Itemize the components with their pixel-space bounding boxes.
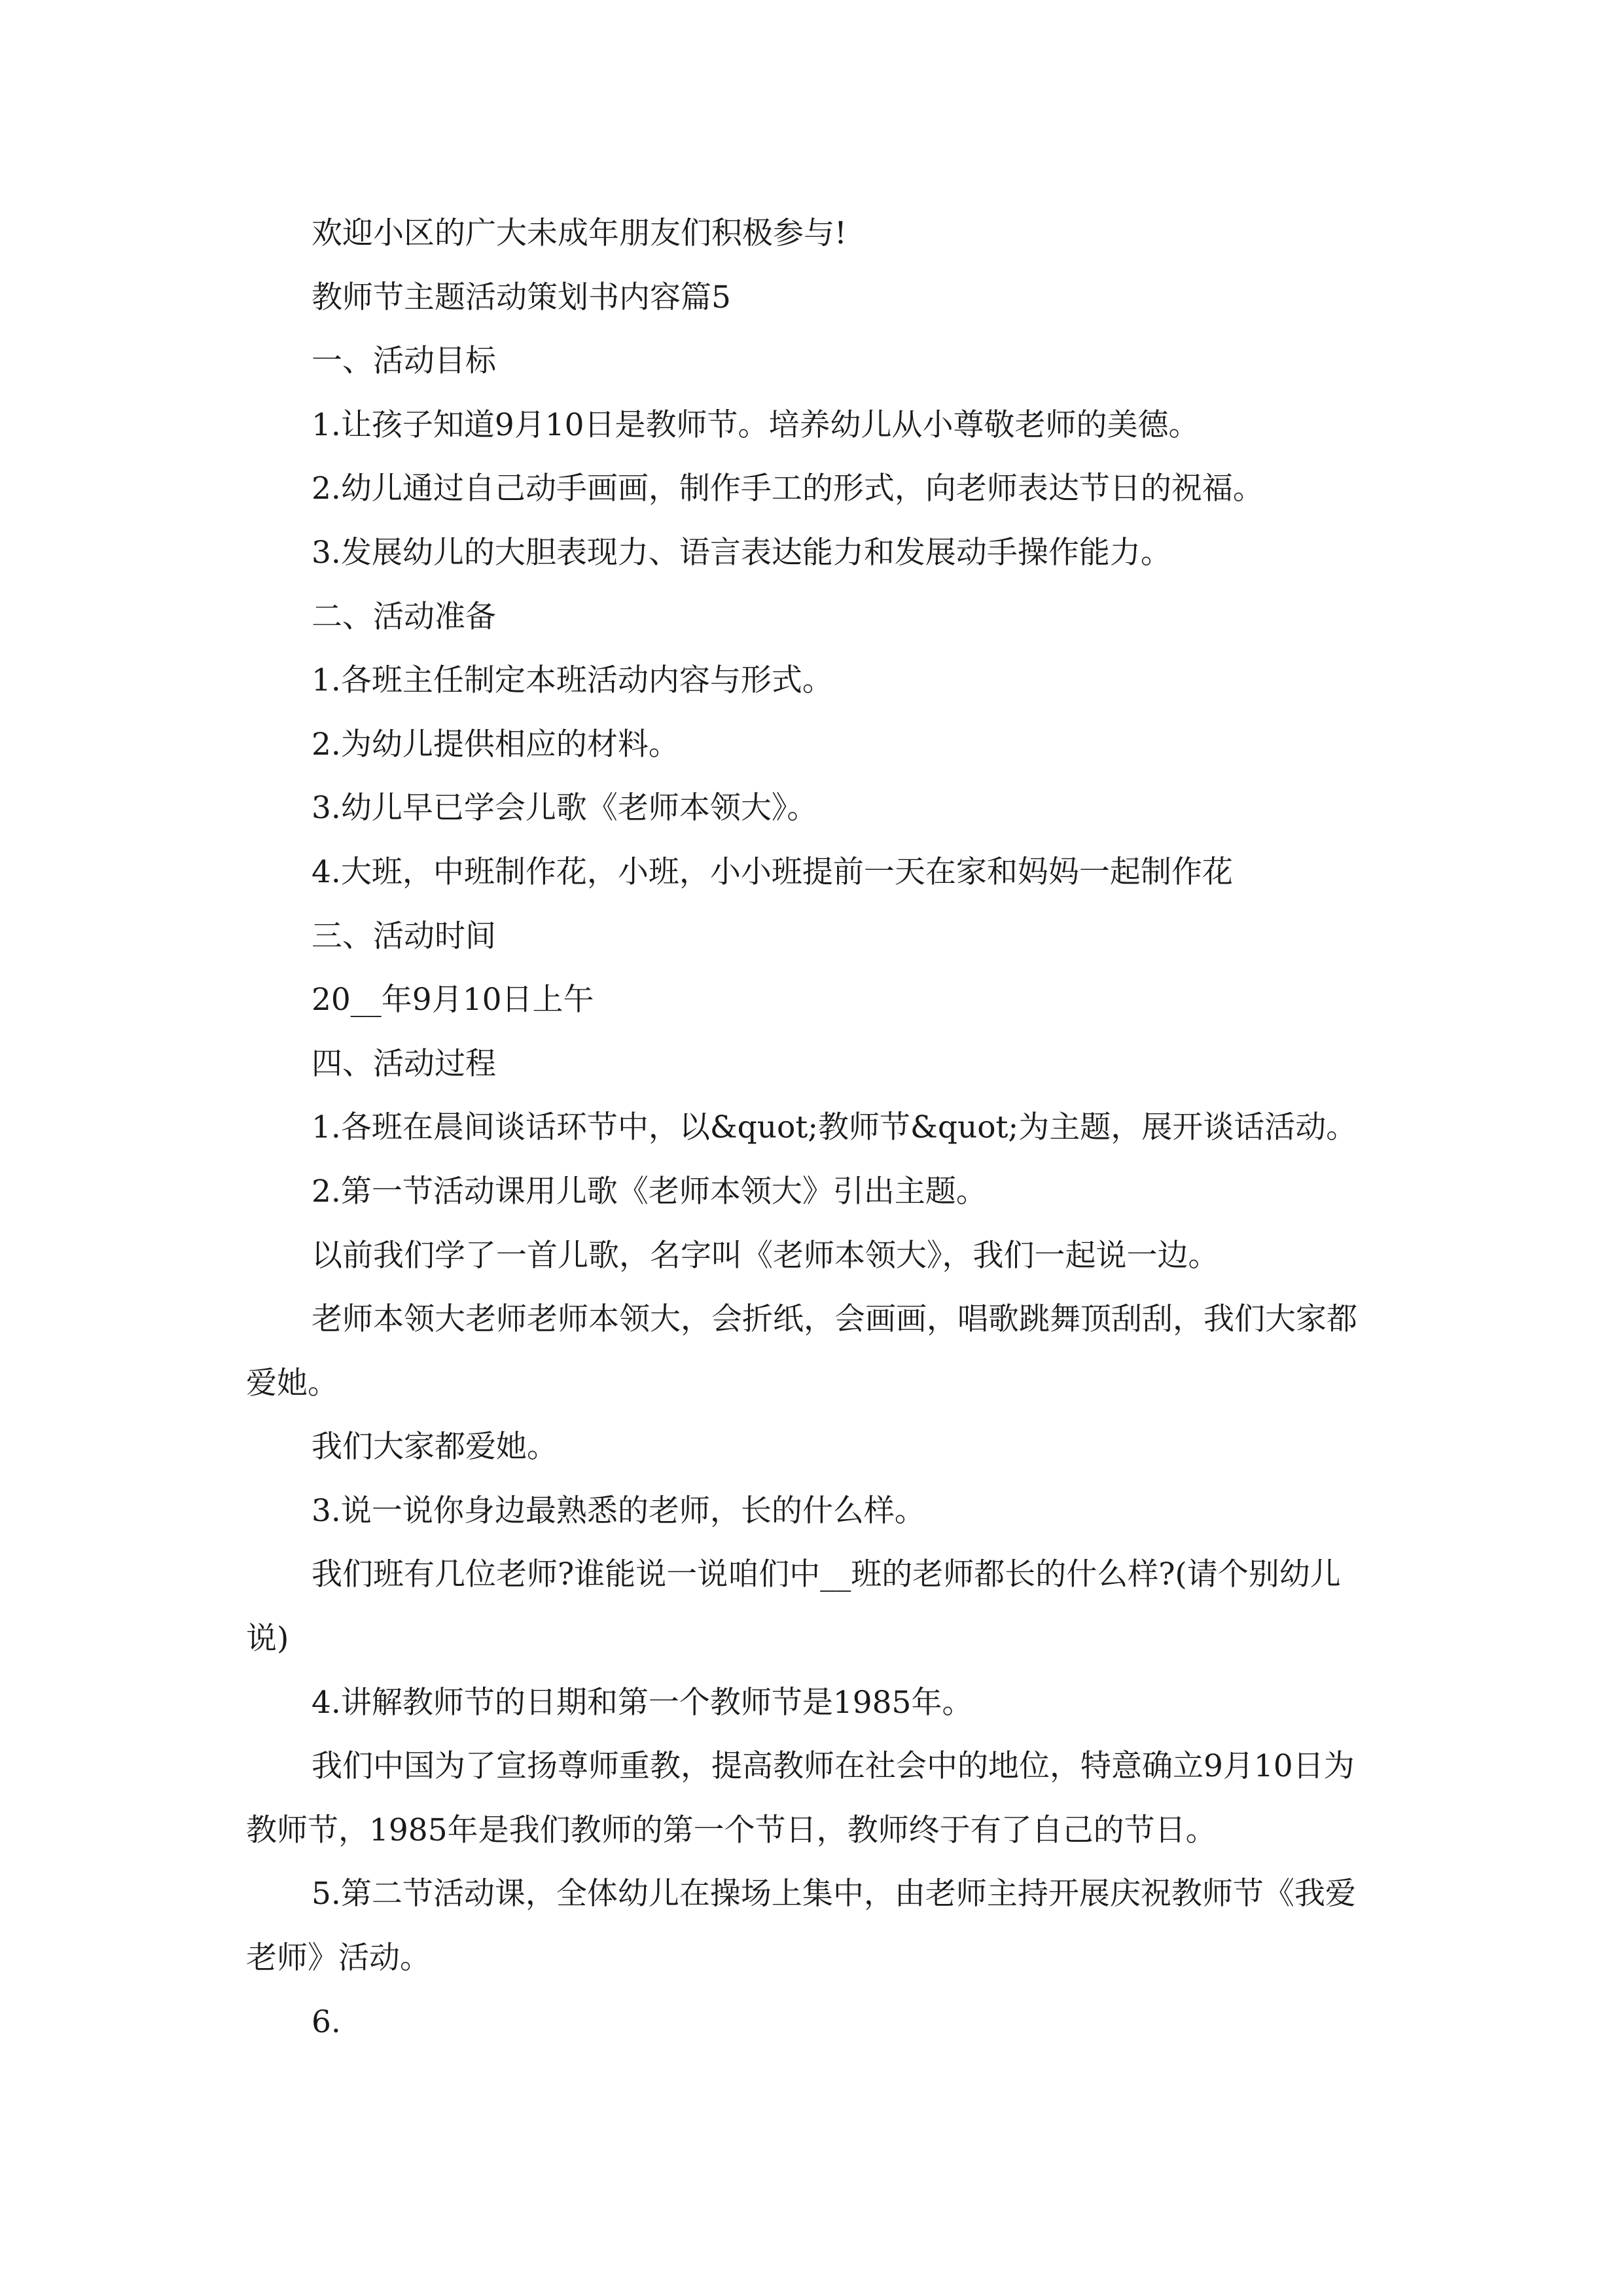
heading-goals: 一、活动目标 bbox=[312, 343, 496, 380]
paragraph: 我们班有几位老师?谁能说一说咱们中__班的老师都长的什么样?(请个别幼儿说) bbox=[246, 1556, 1341, 1657]
paragraph: 老师本领大老师老师本领大，会折纸，会画画，唱歌跳舞顶刮刮，我们大家都爱她。 bbox=[246, 1301, 1357, 1401]
list-item: 2.第一节活动课用儿歌《老师本领大》引出主题。 bbox=[312, 1173, 987, 1210]
list-item: 2.幼儿通过自己动手画画，制作手工的形式，向老师表达节日的祝福。 bbox=[312, 471, 1264, 507]
list-item: 3.发展幼儿的大胆表现力、语言表达能力和发展动手操作能力。 bbox=[312, 534, 1171, 571]
section-title: 教师节主题活动策划书内容篇5 bbox=[312, 279, 731, 315]
list-item: 1.让孩子知道9月10日是教师节。培养幼儿从小尊敬老师的美德。 bbox=[312, 406, 1200, 443]
list-item: 2.为幼儿提供相应的材料。 bbox=[312, 726, 679, 762]
heading-time: 三、活动时间 bbox=[312, 918, 496, 954]
heading-preparation: 二、活动准备 bbox=[312, 598, 496, 635]
list-item: 6. bbox=[312, 2003, 341, 2040]
paragraph: 以前我们学了一首儿歌，名字叫《老师本领大》，我们一起说一边。 bbox=[312, 1237, 1219, 1274]
list-item: 4.讲解教师节的日期和第一个教师节是1985年。 bbox=[312, 1684, 973, 1721]
heading-process: 四、活动过程 bbox=[312, 1045, 496, 1082]
paragraph: 我们大家都爱她。 bbox=[312, 1429, 558, 1465]
document-body bbox=[246, 202, 1378, 2054]
list-item: 1.各班主任制定本班活动内容与形式。 bbox=[312, 662, 833, 699]
list-item: 3.说一说你身边最熟悉的老师，长的什么样。 bbox=[312, 1492, 925, 1529]
list-item: 1.各班在晨间谈话环节中，以&quot;教师节&quot;为主题，展开谈话活动。 bbox=[312, 1109, 1357, 1146]
paragraph: 欢迎小区的广大未成年朋友们积极参与! bbox=[312, 215, 847, 251]
paragraph: 我们中国为了宣扬尊师重教，提高教师在社会中的地位，特意确立9月10日为教师节，1985年是我们教师的第一个节日，教师终于有了自己的节日。 bbox=[246, 1748, 1355, 1848]
list-item: 3.幼儿早已学会儿歌《老师本领大》。 bbox=[312, 790, 818, 827]
paragraph: 20__年9月10日上午 bbox=[312, 982, 594, 1018]
list-item: 5.第二节活动课，全体幼儿在操场上集中，由老师主持开展庆祝教师节《我爱老师》活动。 bbox=[246, 1876, 1356, 1977]
list-item: 4.大班，中班制作花，小班，小小班提前一天在家和妈妈一起制作花 bbox=[312, 853, 1233, 890]
